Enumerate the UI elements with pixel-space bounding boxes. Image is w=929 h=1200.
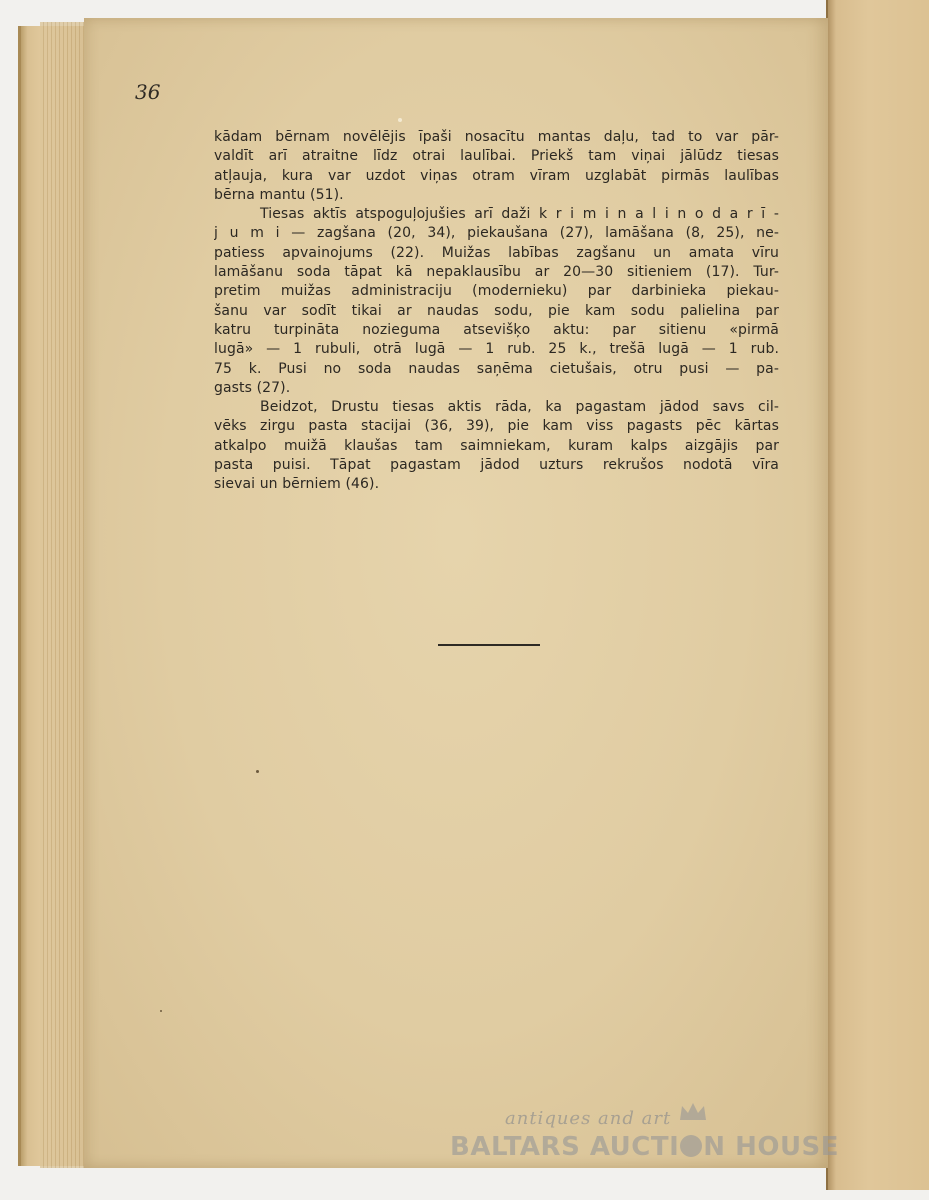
watermark-name bbox=[450, 1132, 839, 1162]
watermark-tagline: antiques and art bbox=[505, 1108, 672, 1129]
text-line: atļauja, kura var uzdot viņas otram vīram uzglabāt pirmās laulības bbox=[214, 167, 779, 184]
text-line: lugā» — 1 rubuli, otrā lugā — 1 rub. 25 k., trešā lugā — 1 rub. bbox=[214, 341, 779, 358]
body-text bbox=[214, 128, 779, 495]
text-line: Beidzot, Drustu tiesas aktis rāda, ka pagastam jādod savs cil- bbox=[260, 399, 779, 416]
page-stack-edges bbox=[40, 22, 90, 1168]
text-line: lamāšanu soda tāpat kā nepaklausību ar 20—30 sitieniem (17). Tur- bbox=[214, 264, 779, 281]
crown-icon bbox=[678, 1100, 708, 1124]
section-divider bbox=[438, 644, 540, 646]
text-line: 75 k. Pusi no soda naudas saņēma cietušais, otru pusi — pa- bbox=[214, 360, 779, 377]
text-line: pasta puisi. Tāpat pagastam jādod uzturs rekrušos nodotā vīra bbox=[214, 457, 779, 474]
facing-page bbox=[826, 0, 929, 1190]
text-line: j u m i — zagšana (20, 34), piekaušana (27), lamāšana (8, 25), ne- bbox=[214, 225, 779, 242]
text-line: Tiesas aktīs atspoguļojušies arī daži k r i m i n a l i n o d a r ī - bbox=[260, 206, 779, 223]
page-number: 36 bbox=[135, 80, 161, 104]
text-line: atkalpo muižā klaušas tam saimniekam, kuram kalps aizgājis par bbox=[214, 437, 779, 454]
watermark-o-circle bbox=[680, 1135, 702, 1157]
watermark-name-part1: BALTARS AUCTI bbox=[450, 1132, 680, 1162]
text-line: bērna mantu (51). bbox=[214, 186, 344, 203]
text-line: sievai un bērniem (46). bbox=[214, 476, 380, 493]
text-line: katru turpināta nozieguma atsevišķo aktu: par sitienu «pirmā bbox=[214, 321, 779, 338]
text-line: kādam bērnam novēlējis īpaši nosacītu mantas daļu, tad to var pār- bbox=[214, 129, 779, 145]
paper-speck bbox=[398, 118, 402, 122]
auction-watermark bbox=[450, 1108, 850, 1170]
text-line: patiess apvainojums (22). Muižas labības zagšanu un amata vīru bbox=[214, 244, 779, 261]
text-line: pretim muižas administraciju (modernieku) par darbinieka piekau- bbox=[214, 283, 779, 300]
paper-speck bbox=[256, 770, 259, 773]
text-line: vēks zirgu pasta stacijai (36, 39), pie kam viss pagasts pēc kārtas bbox=[214, 418, 779, 435]
text-line: šanu var sodīt tikai ar naudas sodu, pie kam sodu palielina par bbox=[214, 302, 779, 319]
watermark-name-part2: N HOUSE bbox=[703, 1132, 840, 1162]
paper-speck bbox=[160, 1010, 162, 1012]
text-line: gasts (27). bbox=[214, 379, 291, 396]
text-line: valdīt arī atraitne līdz otrai laulībai. Priekš tam viņai jālūdz tiesas bbox=[214, 148, 779, 165]
